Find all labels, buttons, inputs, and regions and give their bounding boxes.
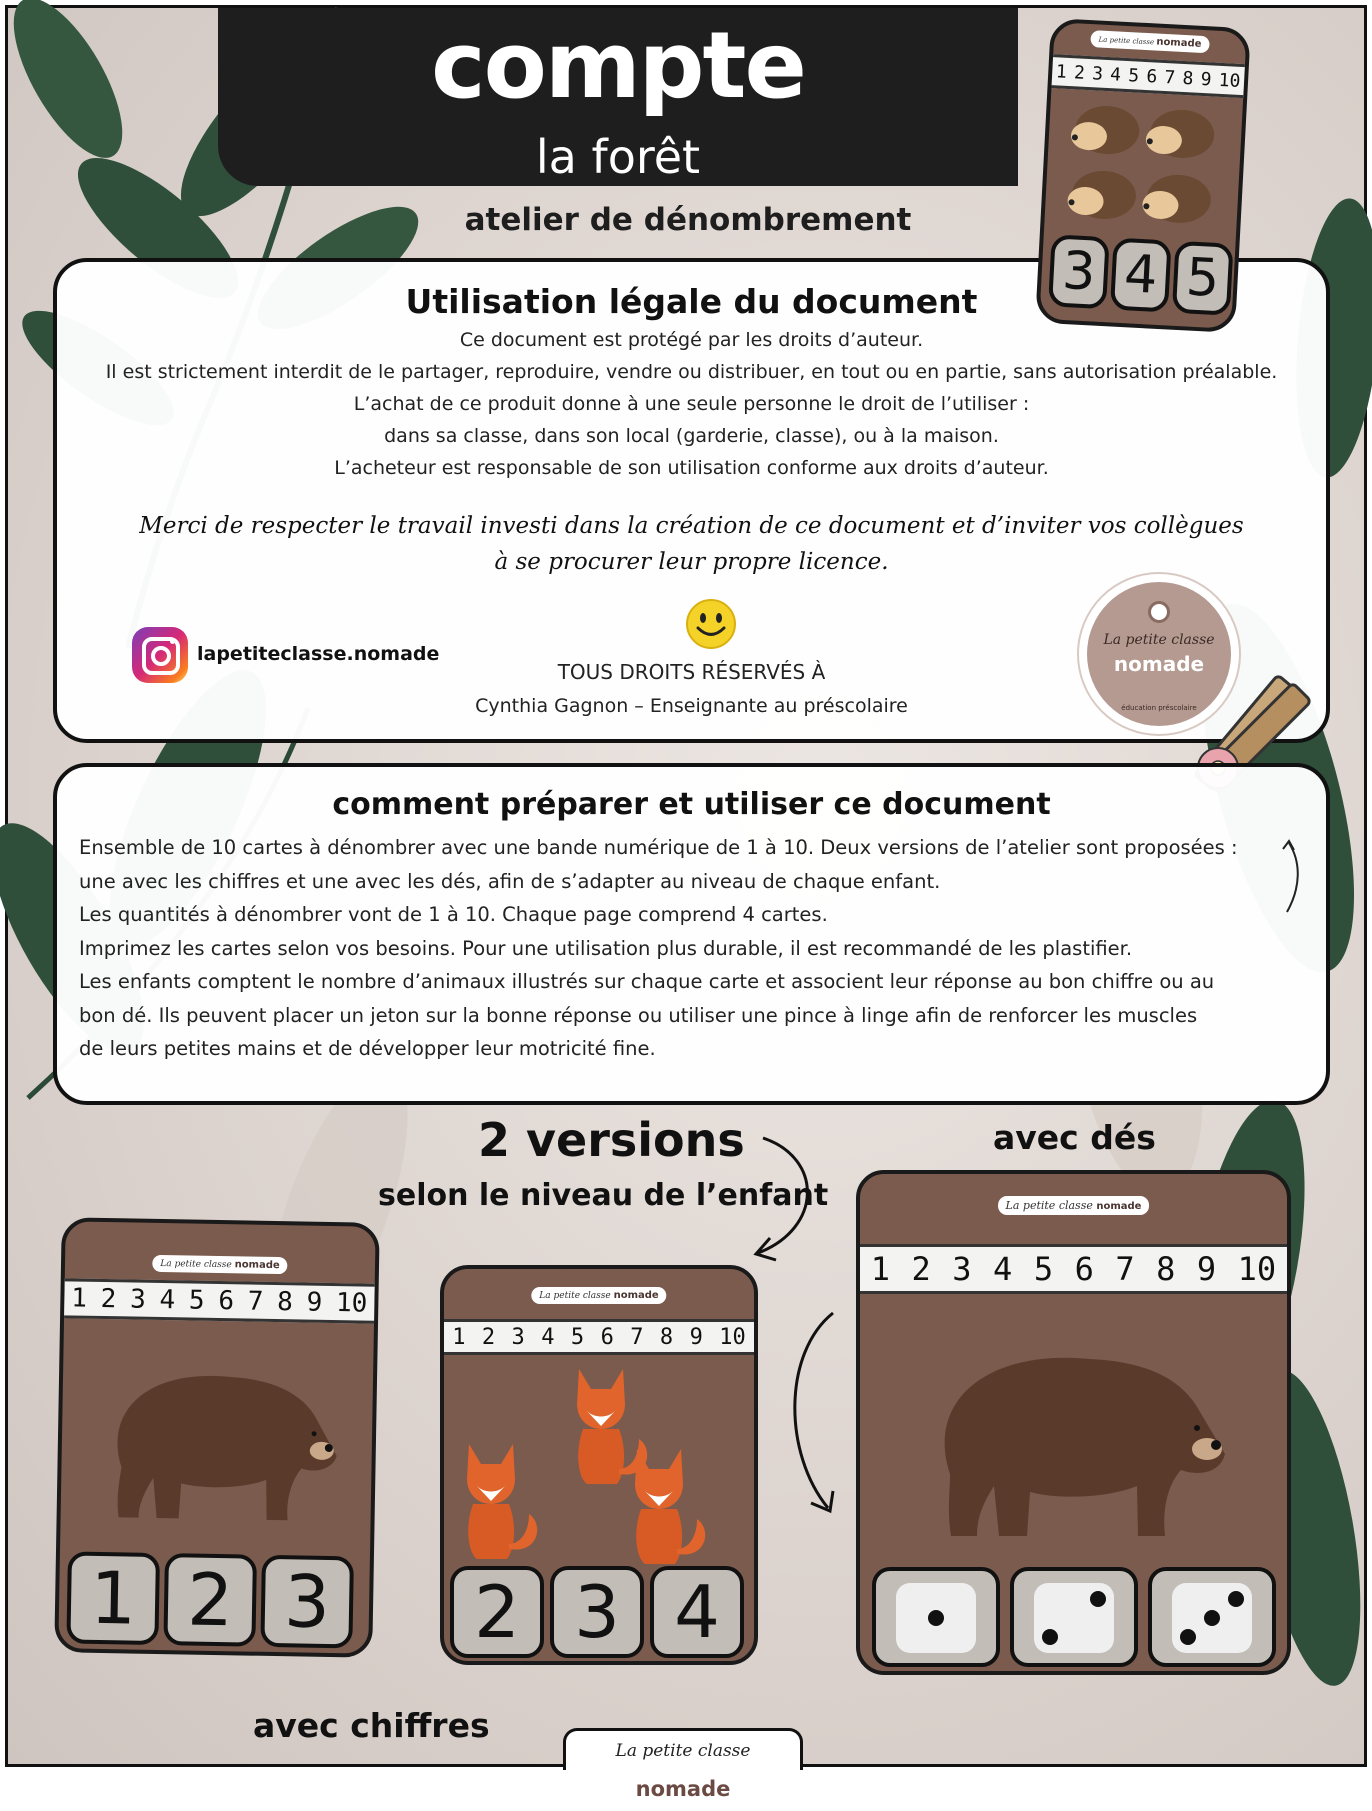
hedgehog-icon	[1070, 104, 1140, 155]
strip-number: 1	[452, 1324, 466, 1350]
card-brand: La petite classe nomade	[1090, 30, 1210, 53]
logo-bottom: éducation préscolaire	[1121, 704, 1197, 712]
footer-brand: La petite classe nomade	[563, 1728, 803, 1770]
die-three-icon	[1172, 1583, 1252, 1653]
card-brand: La petite classe nomade	[998, 1196, 1150, 1215]
card-brand: La petite classe nomade	[152, 1255, 288, 1274]
strip-number: 5	[188, 1285, 205, 1316]
hedgehog-group	[1062, 95, 1229, 238]
card-hedgehog	[1035, 18, 1251, 333]
strip-number: 1	[71, 1283, 88, 1314]
choice-box[interactable]: 3	[1048, 234, 1110, 309]
bear-icon	[915, 1324, 1235, 1544]
strip-number: 10	[719, 1324, 746, 1350]
strip-number: 3	[129, 1284, 147, 1315]
strip-number: 4	[159, 1284, 176, 1316]
strip-number: 2	[481, 1324, 496, 1350]
instruction-line: bon dé. Ils peuvent placer un jeton sur la bonne réponse ou utiliser une pince à linge afin de renforcer les muscles	[79, 1003, 1198, 1027]
choice-box[interactable]: 2	[163, 1553, 257, 1647]
instruction-line: Imprimez les cartes selon vos besoins. Pour une utilisation plus durable, il est recommandé de les plastifier.	[79, 936, 1133, 960]
fox-icon	[635, 1449, 705, 1564]
arrow-icon	[748, 1128, 828, 1268]
dice-box[interactable]	[1148, 1567, 1276, 1667]
card-bear-numbers	[54, 1217, 380, 1657]
strip-number: 5	[1127, 64, 1140, 87]
label-numbers: avec chiffres	[253, 1706, 490, 1745]
page-title: compte	[431, 12, 805, 119]
strip-number: 6	[1145, 65, 1158, 88]
instructions-text	[79, 831, 1309, 1066]
number-strip	[444, 1319, 754, 1355]
legal-line: Ce document est protégé par les droits d’auteur.	[459, 329, 924, 351]
legal-title: Utilisation légale du document	[405, 282, 978, 321]
choice-box[interactable]: 3	[260, 1555, 354, 1649]
thanks-line: Merci de respecter le travail investi dans la création de ce document et d’inviter vos collègues	[139, 513, 1244, 539]
strip-number: 5	[570, 1324, 585, 1350]
strip-number: 4	[541, 1324, 555, 1350]
versions-subtitle: selon le niveau de l’enfant	[378, 1178, 829, 1213]
versions-title: 2 versions	[478, 1113, 745, 1167]
strip-number: 2	[100, 1283, 117, 1315]
arrow-icon	[773, 1303, 853, 1523]
choice-box[interactable]: 4	[1110, 238, 1172, 313]
strip-number: 3	[1091, 62, 1104, 85]
choice-box[interactable]: 4	[650, 1566, 744, 1658]
legal-line: Il est strictement interdit de le partager, reproduire, vendre ou distribuer, en tout ou en partie, sans autorisation préalable.	[105, 361, 1278, 383]
strip-number: 8	[276, 1287, 294, 1318]
strip-number: 2	[911, 1250, 931, 1288]
strip-number: 9	[306, 1287, 323, 1318]
strip-number: 4	[993, 1250, 1013, 1288]
choice-box[interactable]: 1	[66, 1551, 160, 1645]
legal-line: dans sa classe, dans son local (garderie, classe), ou à la maison.	[384, 425, 999, 447]
label-dice: avec dés	[993, 1118, 1156, 1157]
strip-number: 7	[1163, 66, 1176, 89]
hedgehog-icon	[1067, 169, 1137, 220]
strip-number: 4	[1109, 63, 1122, 86]
strip-number: 10	[1218, 69, 1241, 92]
instruction-line: de leurs petites mains et de développer leur motricité fine.	[79, 1037, 656, 1060]
legal-panel	[53, 258, 1330, 743]
strip-number: 5	[1033, 1250, 1054, 1288]
legal-line: L’acheteur est responsable de son utilisation conforme aux droits d’auteur.	[334, 457, 1049, 479]
strip-number: 2	[1073, 61, 1086, 84]
page-subtitle: la forêt	[535, 130, 701, 184]
die-two-icon	[1034, 1583, 1114, 1653]
strip-number: 9	[1200, 68, 1213, 90]
number-strip	[64, 1278, 375, 1323]
instruction-line: Les enfants comptent le nombre d’animaux illustrés sur chaque carte et associent leur réponse au bon chiffre ou au	[79, 970, 1215, 993]
legal-line: L’achat de ce produit donne à une seule personne le droit de l’utiliser :	[353, 393, 1030, 415]
strip-number: 3	[952, 1250, 972, 1288]
strip-number: 7	[630, 1324, 644, 1350]
strip-number: 7	[247, 1286, 264, 1317]
strip-number: 1	[1055, 60, 1068, 83]
dice-box[interactable]	[872, 1567, 1000, 1667]
strip-number: 6	[218, 1286, 235, 1317]
fox-icon	[467, 1444, 537, 1559]
smiley-icon	[684, 597, 738, 651]
choice-box[interactable]: 2	[450, 1566, 544, 1658]
curved-arrow-icon	[1279, 837, 1309, 917]
number-strip	[1051, 54, 1245, 98]
instruction-line: Les quantités à dénombrer vont de 1 à 10. Chaque page comprend 4 cartes.	[79, 903, 828, 926]
strip-number: 9	[1196, 1250, 1217, 1288]
strip-number: 6	[1074, 1250, 1094, 1288]
card-bear-dice	[856, 1170, 1291, 1675]
strip-number: 8	[659, 1324, 674, 1350]
tagline: atelier de dénombrement	[464, 202, 912, 238]
strip-number: 9	[689, 1324, 703, 1350]
strip-number: 7	[1115, 1250, 1135, 1288]
hedgehog-icon	[1145, 108, 1215, 159]
instructions-title: comment préparer et utiliser ce document	[332, 787, 1051, 822]
choice-box[interactable]: 3	[550, 1566, 644, 1658]
rights-line: TOUS DROITS RÉSERVÉS À	[557, 660, 826, 684]
flower-icon	[1148, 601, 1170, 623]
dice-box[interactable]	[1010, 1567, 1138, 1667]
thanks-line: à se procurer leur propre licence.	[494, 549, 889, 575]
choice-box[interactable]: 5	[1172, 241, 1234, 316]
bear-icon	[90, 1347, 343, 1531]
strip-number: 1	[870, 1250, 891, 1288]
strip-number: 8	[1156, 1250, 1176, 1288]
strip-number: 8	[1182, 67, 1194, 89]
fox-group	[459, 1364, 744, 1564]
instagram-handle[interactable]: lapetiteclasse.nomade	[197, 643, 440, 665]
number-strip	[860, 1244, 1287, 1294]
strip-number: 10	[335, 1288, 368, 1319]
page	[5, 5, 1367, 1801]
instruction-line: une avec les chiffres et une avec les dés, afin de s’adapter au niveau de chaque enfant.	[79, 869, 941, 893]
card-brand: La petite classe nomade	[531, 1287, 666, 1304]
strip-number: 3	[511, 1324, 525, 1350]
instructions-panel	[53, 763, 1330, 1105]
instruction-line: Ensemble de 10 cartes à dénombrer avec une bande numérique de 1 à 10. Deux versions de l’atelier sont proposées :	[79, 836, 1238, 859]
card-fox-numbers	[440, 1265, 758, 1665]
author-line: Cynthia Gagnon – Enseignante au préscolaire	[475, 695, 908, 717]
die-one-icon	[896, 1583, 976, 1653]
strip-number: 6	[600, 1324, 614, 1350]
hedgehog-icon	[1142, 173, 1212, 224]
strip-number: 10	[1237, 1250, 1277, 1288]
logo-top: La petite classe	[1103, 632, 1215, 648]
logo-main: nomade	[1113, 652, 1205, 676]
